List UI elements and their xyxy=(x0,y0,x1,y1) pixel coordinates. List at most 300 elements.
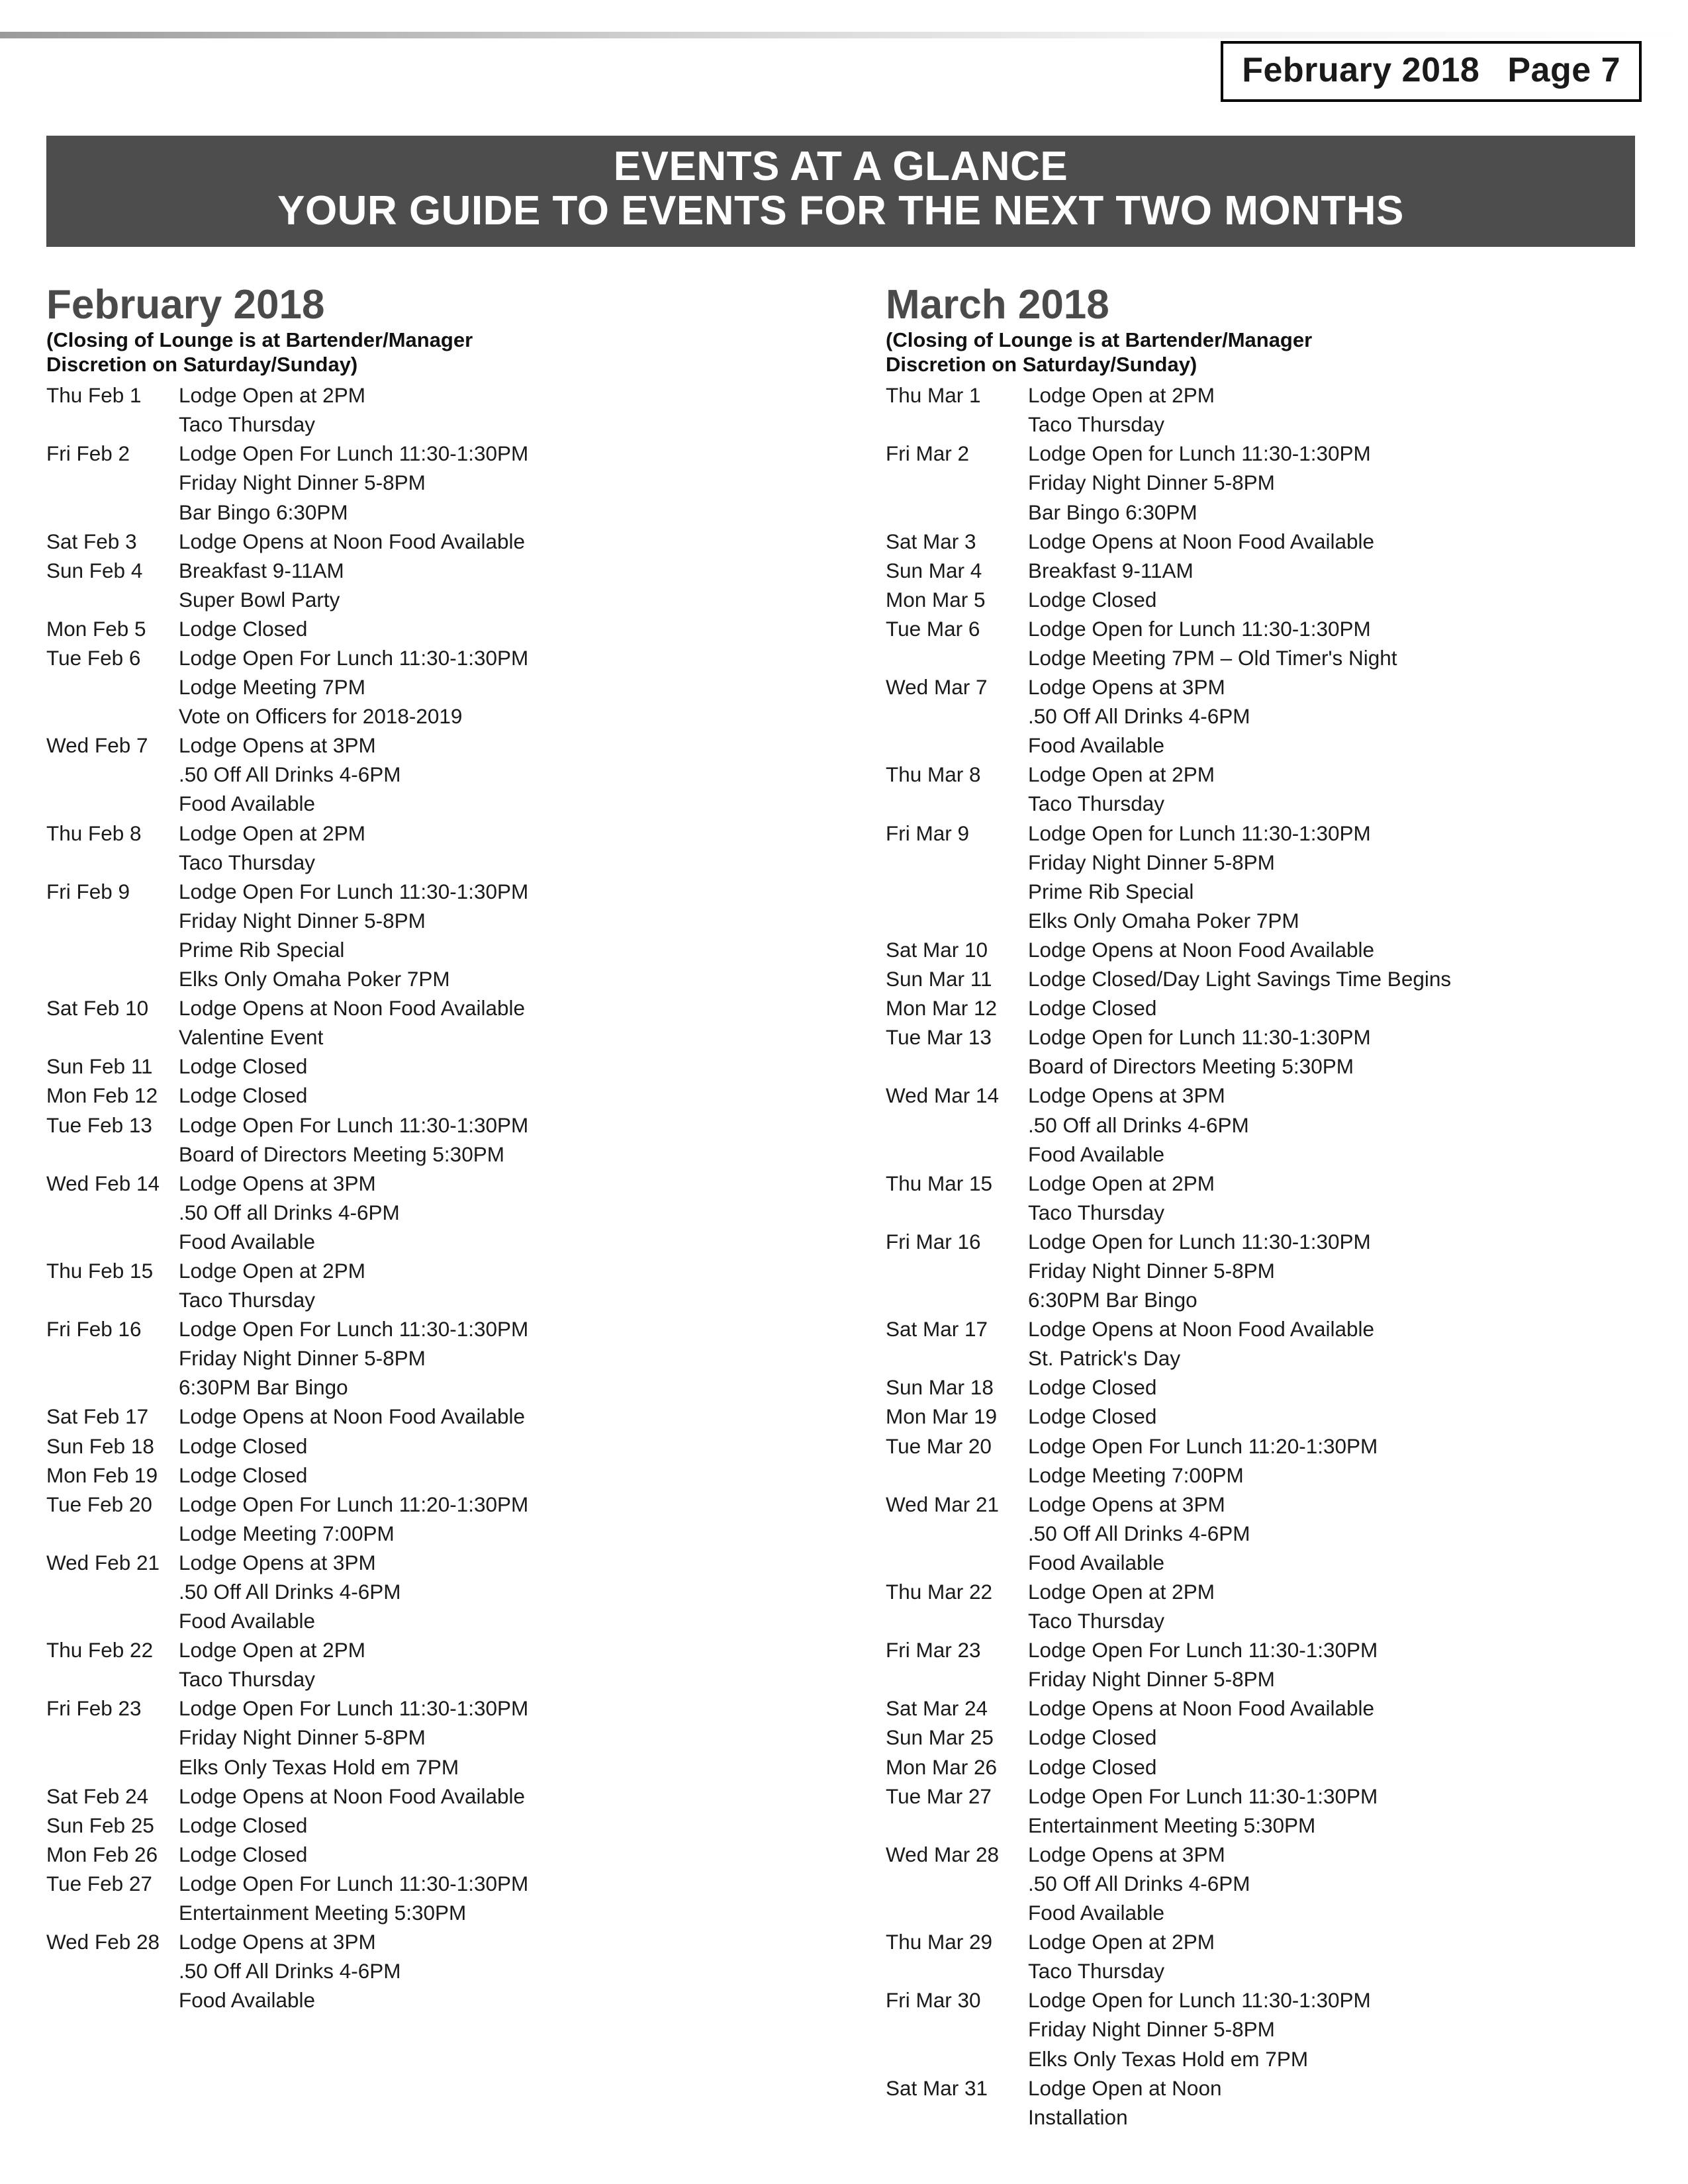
schedule-event-item: 6:30PM Bar Bingo xyxy=(1028,1288,1197,1312)
schedule-event-item: Lodge Open for Lunch 11:30-1:30PM xyxy=(1028,441,1371,466)
schedule-events xyxy=(1028,1373,1648,1402)
schedule-event-item: Lodge Opens at Noon Food Available xyxy=(179,996,526,1021)
schedule-date: Sat Mar 10 xyxy=(886,937,988,962)
schedule-row xyxy=(46,731,847,818)
schedule-row xyxy=(886,672,1648,760)
schedule-events xyxy=(179,993,847,1052)
schedule-date: Fri Feb 9 xyxy=(46,879,130,903)
schedule-events xyxy=(179,1927,847,2015)
schedule-date: Sun Mar 11 xyxy=(886,967,992,991)
schedule-date: Tue Feb 27 xyxy=(46,1871,152,1895)
schedule-row xyxy=(886,760,1648,818)
schedule-event-item: Lodge Open For Lunch 11:20-1:30PM xyxy=(1028,1433,1378,1458)
schedule-event-item: Taco Thursday xyxy=(1028,412,1165,437)
schedule-event-item: Friday Night Dinner 5-8PM xyxy=(179,1725,426,1750)
schedule-row xyxy=(886,585,1648,614)
schedule-row xyxy=(46,1081,847,1110)
schedule-row xyxy=(46,1811,847,1840)
schedule-events xyxy=(1028,439,1648,526)
schedule-event-item: Lodge Opens at Noon Food Available xyxy=(1028,937,1375,962)
schedule-event-item: Lodge Open at 2PM xyxy=(1028,1580,1215,1604)
schedule-events xyxy=(1028,585,1648,614)
schedule-events xyxy=(179,643,847,731)
schedule-row xyxy=(46,1052,847,1081)
schedule-date: Thu Mar 22 xyxy=(886,1580,993,1604)
schedule-row xyxy=(886,2073,1648,2132)
schedule-event-item: Friday Night Dinner 5-8PM xyxy=(179,1346,426,1371)
schedule-events xyxy=(179,877,847,993)
calendar-columns xyxy=(46,282,1648,2132)
schedule-events xyxy=(1028,1723,1648,1752)
schedule-event-item: Prime Rib Special xyxy=(179,937,345,962)
schedule-date: Sun Feb 18 xyxy=(46,1433,154,1458)
schedule-event-item: .50 Off All Drinks 4-6PM xyxy=(1028,1521,1250,1545)
schedule-event-item: .50 Off all Drinks 4-6PM xyxy=(179,1200,400,1224)
header-page-number: Page 7 xyxy=(1507,51,1620,89)
schedule-row xyxy=(886,1373,1648,1402)
schedule-events xyxy=(179,1811,847,1840)
banner-subtitle: YOUR GUIDE TO EVENTS FOR THE NEXT TWO MONTHS xyxy=(277,187,1404,234)
schedule-event-item: Lodge Opens at Noon Food Available xyxy=(1028,1696,1375,1721)
schedule-date: Sat Mar 3 xyxy=(886,529,976,553)
schedule-event-item: Lodge Closed xyxy=(179,1083,308,1108)
schedule-event-item: Lodge Opens at 3PM xyxy=(179,1171,376,1195)
schedule-row xyxy=(46,1402,847,1431)
schedule-date: Sun Mar 4 xyxy=(886,558,982,582)
schedule-event-item: Food Available xyxy=(1028,733,1165,758)
schedule-row xyxy=(46,1111,847,1169)
schedule-event-item: Lodge Opens at 3PM xyxy=(1028,675,1225,700)
schedule-event-item: Elks Only Omaha Poker 7PM xyxy=(1028,908,1299,933)
schedule-event-item: Friday Night Dinner 5-8PM xyxy=(179,908,426,933)
schedule-events xyxy=(1028,2073,1648,2132)
schedule-date: Sat Feb 24 xyxy=(46,1784,149,1808)
schedule-event-item: Lodge Closed xyxy=(179,616,308,641)
banner-title: EVENTS AT A GLANCE xyxy=(613,144,1068,189)
schedule-row xyxy=(886,1985,1648,2073)
schedule-event-item: Lodge Open For Lunch 11:30-1:30PM xyxy=(179,879,529,903)
schedule-date: Wed Feb 28 xyxy=(46,1930,160,1954)
schedule-row xyxy=(886,1402,1648,1431)
schedule-event-item: Lodge Open for Lunch 11:30-1:30PM xyxy=(1028,1988,1371,2013)
schedule-date: Fri Feb 2 xyxy=(46,441,130,466)
schedule-event-item: Lodge Open for Lunch 11:30-1:30PM xyxy=(1028,1025,1371,1050)
schedule-events xyxy=(1028,1169,1648,1227)
schedule-date: Fri Mar 30 xyxy=(886,1988,981,2013)
schedule-event-item: Food Available xyxy=(1028,1901,1165,1925)
schedule-events xyxy=(179,1840,847,1869)
schedule-events xyxy=(1028,614,1648,672)
schedule-row xyxy=(46,1314,847,1402)
schedule-event-item: Lodge Opens at 3PM xyxy=(179,733,376,758)
schedule-event-item: Food Available xyxy=(1028,1142,1165,1166)
schedule-events xyxy=(179,1782,847,1811)
schedule-event-item: Lodge Closed xyxy=(179,1433,308,1458)
schedule-row xyxy=(46,1256,847,1314)
schedule-row xyxy=(886,1927,1648,1985)
schedule-events xyxy=(179,1314,847,1402)
schedule-event-item: Lodge Opens at Noon Food Available xyxy=(1028,529,1375,553)
schedule-event-item: .50 Off All Drinks 4-6PM xyxy=(179,762,401,787)
schedule-date: Thu Feb 1 xyxy=(46,383,142,408)
schedule-event-item: Entertainment Meeting 5:30PM xyxy=(179,1901,467,1925)
schedule-event-item: St. Patrick's Day xyxy=(1028,1346,1181,1371)
schedule-event-item: Board of Directors Meeting 5:30PM xyxy=(1028,1054,1354,1079)
page-header-label xyxy=(1221,41,1642,102)
schedule-events xyxy=(1028,1432,1648,1490)
schedule-event-item: Lodge Opens at 3PM xyxy=(1028,1492,1225,1516)
schedule-events xyxy=(1028,1081,1648,1168)
schedule-row xyxy=(46,1548,847,1635)
schedule-event-item: Lodge Closed xyxy=(1028,1375,1157,1400)
schedule-date: Sat Feb 17 xyxy=(46,1404,149,1429)
schedule-event-item: Friday Night Dinner 5-8PM xyxy=(1028,1258,1275,1283)
schedule-event-item: Prime Rib Special xyxy=(1028,879,1194,903)
schedule-table-february xyxy=(46,381,847,2015)
schedule-event-item: Lodge Open for Lunch 11:30-1:30PM xyxy=(1028,821,1371,845)
schedule-date: Sun Feb 25 xyxy=(46,1813,154,1837)
schedule-event-item: Friday Night Dinner 5-8PM xyxy=(1028,471,1275,495)
schedule-event-item: Lodge Open for Lunch 11:30-1:30PM xyxy=(1028,616,1371,641)
schedule-date: Mon Mar 12 xyxy=(886,996,998,1021)
schedule-date: Tue Mar 13 xyxy=(886,1025,992,1050)
schedule-row xyxy=(46,1840,847,1869)
schedule-row xyxy=(46,643,847,731)
schedule-row xyxy=(886,1023,1648,1081)
schedule-date: Sat Mar 17 xyxy=(886,1317,988,1342)
schedule-date: Mon Mar 19 xyxy=(886,1404,998,1429)
schedule-date: Wed Mar 7 xyxy=(886,675,988,700)
schedule-date: Mon Feb 26 xyxy=(46,1842,158,1866)
schedule-date: Tue Feb 13 xyxy=(46,1113,152,1137)
schedule-events xyxy=(179,1490,847,1548)
schedule-event-item: Elks Only Texas Hold em 7PM xyxy=(1028,2046,1309,2071)
schedule-events xyxy=(1028,1927,1648,1985)
schedule-event-item: Lodge Open at 2PM xyxy=(179,1258,365,1283)
schedule-date: Wed Feb 21 xyxy=(46,1550,160,1574)
schedule-event-item: Lodge Closed xyxy=(1028,1754,1157,1779)
month-column-february xyxy=(46,282,847,2132)
schedule-event-item: Taco Thursday xyxy=(179,412,316,437)
schedule-events xyxy=(179,527,847,556)
schedule-event-item: Bar Bingo 6:30PM xyxy=(1028,500,1197,524)
header-month-year: February 2018 xyxy=(1242,51,1480,89)
schedule-row xyxy=(886,381,1648,439)
schedule-event-item: Lodge Opens at Noon Food Available xyxy=(179,1404,526,1429)
schedule-date: Tue Mar 6 xyxy=(886,616,980,641)
schedule-event-item: Lodge Open For Lunch 11:30-1:30PM xyxy=(179,441,529,466)
schedule-date: Thu Mar 15 xyxy=(886,1171,993,1195)
schedule-event-item: Food Available xyxy=(179,1229,316,1253)
schedule-event-item: 6:30PM Bar Bingo xyxy=(179,1375,348,1400)
schedule-events xyxy=(1028,1985,1648,2073)
schedule-event-item: Taco Thursday xyxy=(1028,792,1165,816)
month-note-line1: (Closing of Lounge is at Bartender/Manager xyxy=(46,328,473,351)
schedule-event-item: Lodge Closed xyxy=(1028,996,1157,1021)
schedule-event-item: Taco Thursday xyxy=(179,850,316,874)
schedule-event-item: Lodge Closed xyxy=(179,1813,308,1837)
schedule-date: Wed Mar 21 xyxy=(886,1492,999,1516)
schedule-date: Sun Feb 4 xyxy=(46,558,143,582)
schedule-events xyxy=(1028,1840,1648,1927)
month-column-march xyxy=(847,282,1648,2132)
schedule-event-item: Lodge Closed xyxy=(179,1054,308,1079)
schedule-events xyxy=(1028,556,1648,585)
schedule-date: Wed Mar 14 xyxy=(886,1083,999,1108)
schedule-events xyxy=(179,1402,847,1431)
schedule-date: Mon Feb 5 xyxy=(46,616,146,641)
schedule-row xyxy=(46,1869,847,1927)
schedule-events xyxy=(179,1169,847,1256)
schedule-event-item: Lodge Closed/Day Light Savings Time Begins xyxy=(1028,967,1452,991)
schedule-date: Sat Feb 3 xyxy=(46,529,137,553)
header-rule xyxy=(0,32,1688,38)
schedule-row xyxy=(886,1752,1648,1782)
schedule-row xyxy=(46,381,847,439)
month-title-february: February 2018 xyxy=(46,282,325,328)
schedule-row xyxy=(886,1782,1648,1840)
schedule-event-item: Lodge Closed xyxy=(1028,1725,1157,1750)
schedule-row xyxy=(886,1694,1648,1723)
schedule-events xyxy=(1028,381,1648,439)
schedule-events xyxy=(1028,1752,1648,1782)
schedule-events xyxy=(179,439,847,526)
schedule-events xyxy=(179,1081,847,1110)
schedule-event-item: Food Available xyxy=(1028,1550,1165,1574)
schedule-events xyxy=(179,556,847,614)
schedule-event-item: Lodge Open For Lunch 11:30-1:30PM xyxy=(179,1696,529,1721)
schedule-events xyxy=(1028,819,1648,935)
schedule-date: Fri Mar 23 xyxy=(886,1638,981,1662)
schedule-event-item: Lodge Open at 2PM xyxy=(1028,762,1215,787)
schedule-event-item: Taco Thursday xyxy=(1028,1200,1165,1224)
schedule-event-item: Lodge Opens at Noon Food Available xyxy=(1028,1317,1375,1342)
schedule-row xyxy=(886,1169,1648,1227)
schedule-events xyxy=(1028,1694,1648,1723)
schedule-date: Thu Mar 1 xyxy=(886,383,981,408)
schedule-date: Sat Feb 10 xyxy=(46,996,149,1021)
schedule-event-item: Lodge Open for Lunch 11:30-1:30PM xyxy=(1028,1229,1371,1253)
schedule-date: Fri Mar 9 xyxy=(886,821,969,845)
schedule-event-item: Breakfast 9-11AM xyxy=(179,558,344,582)
schedule-row xyxy=(886,1635,1648,1694)
schedule-events xyxy=(1028,1314,1648,1373)
schedule-events xyxy=(179,1869,847,1927)
schedule-date: Sun Feb 11 xyxy=(46,1054,153,1079)
schedule-events xyxy=(179,1052,847,1081)
schedule-date: Mon Mar 26 xyxy=(886,1754,998,1779)
month-note-march xyxy=(886,328,1648,377)
schedule-event-item: Lodge Open at 2PM xyxy=(179,383,365,408)
schedule-row xyxy=(886,1723,1648,1752)
schedule-row xyxy=(886,1490,1648,1577)
schedule-date: Fri Mar 2 xyxy=(886,441,969,466)
schedule-events xyxy=(1028,1227,1648,1314)
schedule-row xyxy=(886,527,1648,556)
schedule-event-item: Lodge Open at Noon xyxy=(1028,2075,1222,2100)
schedule-events xyxy=(1028,1782,1648,1840)
schedule-date: Tue Feb 20 xyxy=(46,1492,152,1516)
schedule-row xyxy=(886,1314,1648,1373)
schedule-events xyxy=(1028,1023,1648,1081)
schedule-date: Thu Feb 8 xyxy=(46,821,142,845)
schedule-event-item: Lodge Open For Lunch 11:30-1:30PM xyxy=(179,1317,529,1342)
schedule-row xyxy=(46,1782,847,1811)
schedule-row xyxy=(46,614,847,643)
schedule-event-item: Friday Night Dinner 5-8PM xyxy=(1028,2017,1275,2042)
schedule-event-item: Taco Thursday xyxy=(1028,1959,1165,1983)
schedule-event-item: Super Bowl Party xyxy=(179,587,340,612)
schedule-row xyxy=(886,819,1648,935)
schedule-event-item: Food Available xyxy=(179,792,316,816)
schedule-date: Thu Mar 29 xyxy=(886,1930,993,1954)
schedule-event-item: .50 Off All Drinks 4-6PM xyxy=(1028,1871,1250,1895)
schedule-date: Sun Mar 18 xyxy=(886,1375,994,1400)
schedule-events xyxy=(179,1111,847,1169)
schedule-event-item: Taco Thursday xyxy=(1028,1609,1165,1633)
schedule-row xyxy=(886,556,1648,585)
schedule-event-item: Lodge Opens at 3PM xyxy=(1028,1083,1225,1108)
schedule-date: Tue Feb 6 xyxy=(46,646,141,670)
schedule-event-item: Lodge Open at 2PM xyxy=(1028,1171,1215,1195)
schedule-date: Mon Feb 12 xyxy=(46,1083,158,1108)
schedule-event-item: Lodge Opens at 3PM xyxy=(179,1550,376,1574)
schedule-row xyxy=(46,819,847,877)
schedule-events xyxy=(179,731,847,818)
schedule-event-item: Lodge Open For Lunch 11:30-1:30PM xyxy=(1028,1638,1378,1662)
schedule-events xyxy=(179,1694,847,1781)
schedule-row xyxy=(886,993,1648,1023)
schedule-events xyxy=(179,614,847,643)
month-note-line1: (Closing of Lounge is at Bartender/Manager xyxy=(886,328,1313,351)
schedule-event-item: Lodge Closed xyxy=(179,1463,308,1487)
schedule-events xyxy=(179,381,847,439)
schedule-date: Wed Mar 28 xyxy=(886,1842,999,1866)
schedule-event-item: .50 Off All Drinks 4-6PM xyxy=(179,1580,401,1604)
schedule-event-item: Friday Night Dinner 5-8PM xyxy=(179,471,426,495)
month-note-february xyxy=(46,328,847,377)
schedule-events xyxy=(179,819,847,877)
schedule-row xyxy=(46,1169,847,1256)
schedule-table-march xyxy=(886,381,1648,2132)
schedule-event-item: Elks Only Omaha Poker 7PM xyxy=(179,967,450,991)
schedule-events xyxy=(179,1432,847,1461)
schedule-event-item: .50 Off All Drinks 4-6PM xyxy=(1028,704,1250,729)
schedule-event-item: Lodge Open For Lunch 11:30-1:30PM xyxy=(179,646,529,670)
schedule-events xyxy=(1028,1402,1648,1431)
schedule-event-item: Lodge Closed xyxy=(1028,1404,1157,1429)
schedule-row xyxy=(46,556,847,614)
schedule-date: Mon Feb 19 xyxy=(46,1463,158,1487)
schedule-event-item: Lodge Closed xyxy=(1028,587,1157,612)
schedule-event-item: Friday Night Dinner 5-8PM xyxy=(1028,1667,1275,1692)
schedule-event-item: .50 Off all Drinks 4-6PM xyxy=(1028,1113,1249,1137)
schedule-events xyxy=(1028,527,1648,556)
schedule-event-item: Entertainment Meeting 5:30PM xyxy=(1028,1813,1316,1837)
schedule-event-item: Lodge Open at 2PM xyxy=(179,1638,365,1662)
schedule-events xyxy=(1028,1490,1648,1577)
schedule-events xyxy=(1028,672,1648,760)
schedule-event-item: Installation xyxy=(1028,2105,1128,2129)
schedule-events xyxy=(179,1461,847,1490)
schedule-date: Wed Feb 14 xyxy=(46,1171,160,1195)
schedule-date: Sat Mar 31 xyxy=(886,2075,988,2100)
schedule-row xyxy=(886,1227,1648,1314)
schedule-row xyxy=(886,1081,1648,1168)
schedule-events xyxy=(1028,993,1648,1023)
schedule-row xyxy=(46,1490,847,1548)
schedule-date: Tue Mar 27 xyxy=(886,1784,992,1808)
schedule-events xyxy=(1028,1635,1648,1694)
schedule-date: Sun Mar 25 xyxy=(886,1725,994,1750)
schedule-date: Fri Feb 23 xyxy=(46,1696,142,1721)
month-note-line2: Discretion on Saturday/Sunday) xyxy=(886,352,1197,376)
schedule-row xyxy=(46,439,847,526)
schedule-event-item: Lodge Meeting 7:00PM xyxy=(179,1521,395,1545)
events-banner xyxy=(46,136,1635,247)
schedule-event-item: Lodge Meeting 7PM – Old Timer's Night xyxy=(1028,646,1397,670)
schedule-event-item: Bar Bingo 6:30PM xyxy=(179,500,348,524)
schedule-event-item: Vote on Officers for 2018-2019 xyxy=(179,704,463,729)
schedule-event-item: Board of Directors Meeting 5:30PM xyxy=(179,1142,504,1166)
schedule-row xyxy=(46,993,847,1052)
schedule-date: Fri Mar 16 xyxy=(886,1229,981,1253)
schedule-row xyxy=(46,1635,847,1694)
schedule-event-item: Lodge Open at 2PM xyxy=(1028,1930,1215,1954)
schedule-row xyxy=(46,877,847,993)
schedule-events xyxy=(179,1635,847,1694)
schedule-event-item: Lodge Open For Lunch 11:30-1:30PM xyxy=(179,1871,529,1895)
schedule-event-item: Food Available xyxy=(179,1988,316,2013)
schedule-event-item: Lodge Open For Lunch 11:30-1:30PM xyxy=(1028,1784,1378,1808)
schedule-date: Mon Mar 5 xyxy=(886,587,986,612)
schedule-date: Thu Mar 8 xyxy=(886,762,981,787)
schedule-events xyxy=(1028,964,1648,993)
schedule-event-item: Lodge Open For Lunch 11:30-1:30PM xyxy=(179,1113,529,1137)
schedule-event-item: Lodge Open at 2PM xyxy=(1028,383,1215,408)
schedule-row xyxy=(886,1432,1648,1490)
schedule-event-item: Taco Thursday xyxy=(179,1667,316,1692)
schedule-event-item: Lodge Closed xyxy=(179,1842,308,1866)
schedule-row xyxy=(46,1694,847,1781)
schedule-event-item: Lodge Meeting 7:00PM xyxy=(1028,1463,1244,1487)
schedule-date: Tue Mar 20 xyxy=(886,1433,992,1458)
schedule-row xyxy=(886,439,1648,526)
schedule-date: Sat Mar 24 xyxy=(886,1696,988,1721)
schedule-date: Fri Feb 16 xyxy=(46,1317,142,1342)
schedule-event-item: Lodge Opens at Noon Food Available xyxy=(179,1784,526,1808)
schedule-events xyxy=(179,1548,847,1635)
schedule-events xyxy=(1028,935,1648,964)
schedule-event-item: Breakfast 9-11AM xyxy=(1028,558,1194,582)
schedule-event-item: Lodge Open at 2PM xyxy=(179,821,365,845)
schedule-row xyxy=(886,964,1648,993)
schedule-event-item: Taco Thursday xyxy=(179,1288,316,1312)
schedule-row xyxy=(46,1461,847,1490)
schedule-row xyxy=(46,527,847,556)
schedule-events xyxy=(1028,1577,1648,1635)
schedule-events xyxy=(179,1256,847,1314)
schedule-row xyxy=(886,935,1648,964)
schedule-date: Wed Feb 7 xyxy=(46,733,148,758)
schedule-event-item: Friday Night Dinner 5-8PM xyxy=(1028,850,1275,874)
schedule-event-item: Elks Only Texas Hold em 7PM xyxy=(179,1754,459,1779)
schedule-event-item: Lodge Opens at Noon Food Available xyxy=(179,529,526,553)
schedule-events xyxy=(1028,760,1648,818)
schedule-row xyxy=(886,1577,1648,1635)
schedule-event-item: Valentine Event xyxy=(179,1025,324,1050)
schedule-event-item: Lodge Open For Lunch 11:20-1:30PM xyxy=(179,1492,529,1516)
